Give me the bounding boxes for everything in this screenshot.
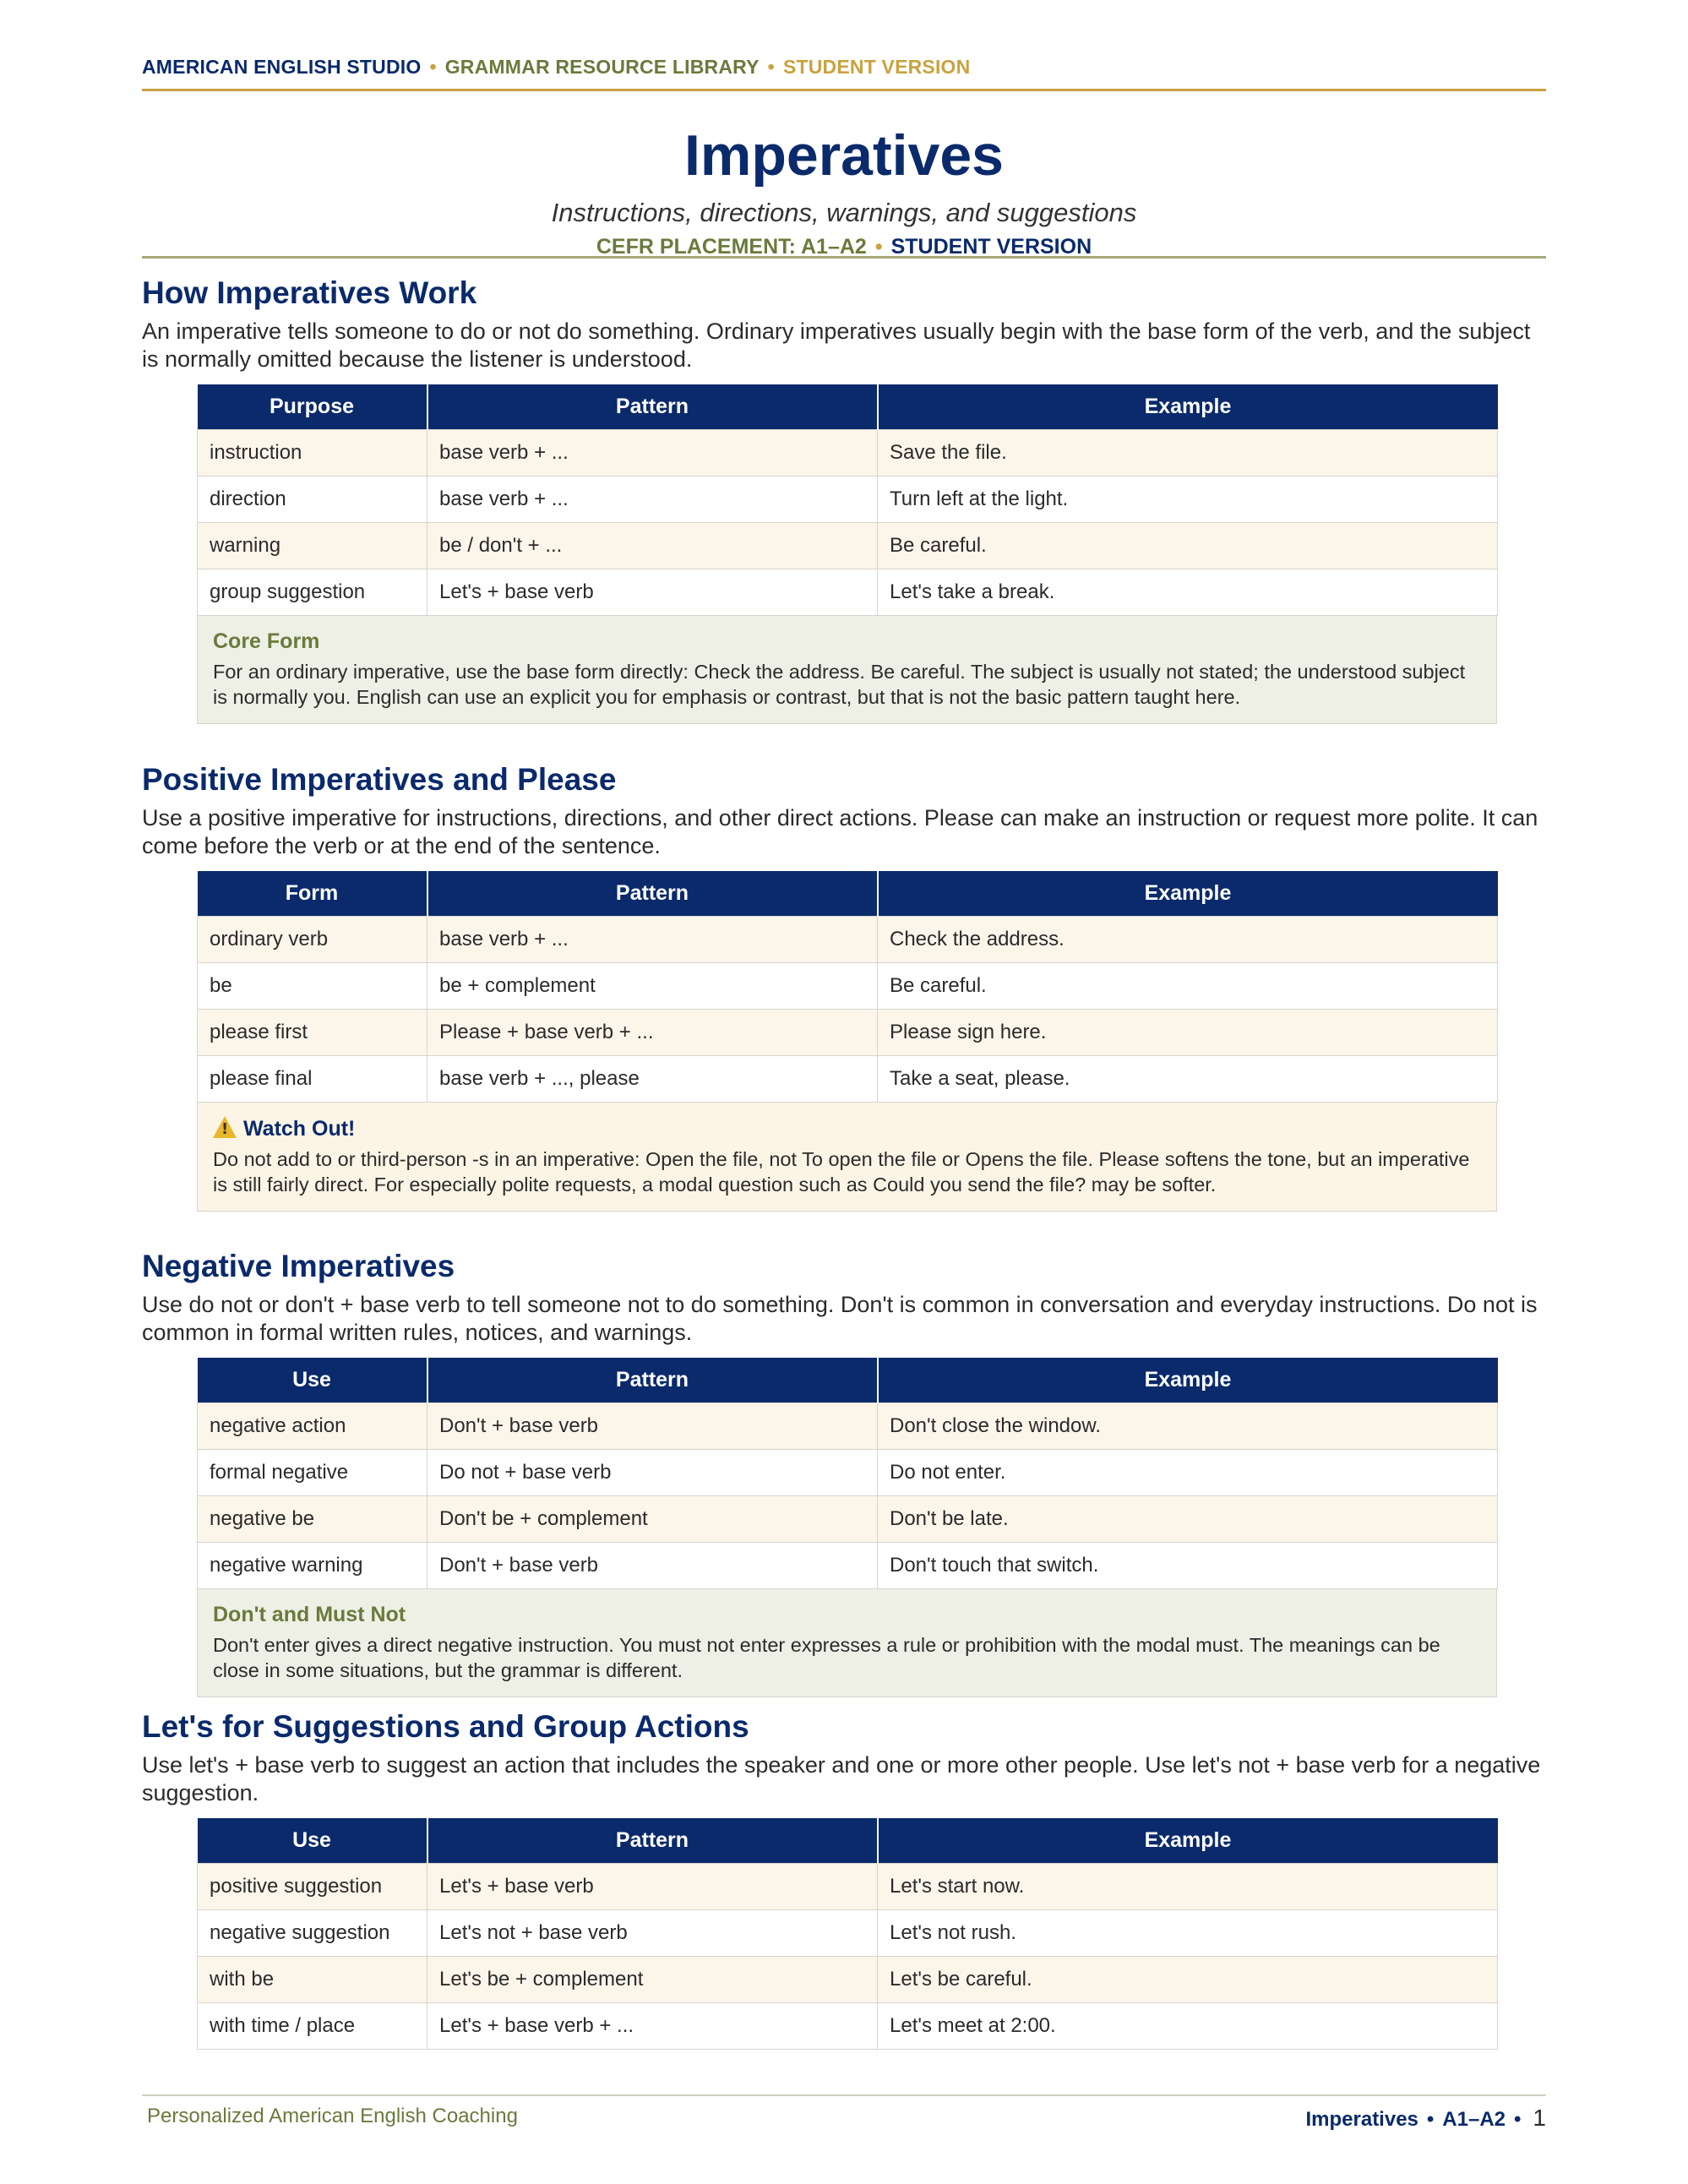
note-body: Do not add to or third-person -s in an imperative: Open the file, not To open the file or Opens the file. Please softens the tone, but an imperative is still fairly direct. For especially polite requests, a modal question such as Could you send the file? may be softer. <box>213 1148 1470 1196</box>
table-cell: Save the file. <box>878 430 1498 477</box>
section-lets-suggestions <box>142 1710 1546 2050</box>
page-footer <box>142 2094 1546 2145</box>
table-row <box>198 430 1498 477</box>
footer-separator: • <box>1514 2108 1522 2131</box>
footer-level: A1–A2 <box>1442 2108 1506 2131</box>
table-cell: be + complement <box>427 963 878 1010</box>
footer-tagline: Personalized American English Coaching <box>147 2105 518 2127</box>
section-how-imperatives-work <box>142 276 1546 724</box>
table-cell: please first <box>198 1010 427 1056</box>
grammar-table <box>197 1358 1497 1698</box>
table-cell: with time / place <box>198 2003 427 2050</box>
table-cell: Do not + base verb <box>427 1450 878 1496</box>
section-heading: Negative Imperatives <box>142 1249 455 1283</box>
table-row <box>198 963 1498 1010</box>
table-cell: Let's + base verb <box>427 569 878 616</box>
table-cell: Don't be late. <box>878 1496 1498 1543</box>
warning-icon <box>213 1116 237 1138</box>
note-title-row <box>213 1116 1481 1141</box>
table-cell: Let's + base verb + ... <box>427 2003 878 2050</box>
table-cell: Let's not + base verb <box>427 1910 878 1957</box>
column-header: Pattern <box>427 384 878 430</box>
column-header: Form <box>198 871 427 917</box>
table-cell: Turn left at the light. <box>878 477 1498 523</box>
table-row <box>198 1543 1498 1589</box>
table-cell: warning <box>198 523 427 569</box>
title-meta <box>142 235 1546 259</box>
title-block <box>142 118 1546 259</box>
table-cell: group suggestion <box>198 569 427 616</box>
table-row <box>198 1957 1498 2003</box>
section-intro: Use let's + base verb to suggest an action that includes the speaker and one or more other people. Use let's not + base verb for a negative suggestion. <box>142 1751 1541 1805</box>
running-header <box>142 56 1546 91</box>
column-header: Pattern <box>427 871 878 917</box>
table-row <box>198 569 1498 616</box>
table-cell: base verb + ... <box>427 917 878 963</box>
table-cell: Be careful. <box>878 523 1498 569</box>
note-title: Watch Out! <box>243 1117 356 1141</box>
note-core-form <box>197 616 1497 724</box>
column-header: Pattern <box>427 1358 878 1403</box>
note-watch-out <box>197 1103 1497 1212</box>
table-row <box>198 1864 1498 1910</box>
table-row <box>198 1010 1498 1056</box>
table-cell: Don't touch that switch. <box>878 1543 1498 1589</box>
section-positive-imperatives <box>142 763 1546 1212</box>
table-cell: Don't close the window. <box>878 1403 1498 1450</box>
header-library: GRAMMAR RESOURCE LIBRARY <box>444 56 760 78</box>
table-cell: Please + base verb + ... <box>427 1010 878 1056</box>
footer-separator: • <box>1426 2108 1435 2131</box>
page-title: Imperatives <box>684 123 1004 188</box>
table-row <box>198 917 1498 963</box>
column-header: Use <box>198 1818 427 1864</box>
table-cell: be <box>198 963 427 1010</box>
column-header: Example <box>878 1358 1498 1403</box>
table-cell: instruction <box>198 430 427 477</box>
table-row <box>198 1910 1498 1957</box>
table-cell: Let's meet at 2:00. <box>878 2003 1498 2050</box>
table-row <box>198 1496 1498 1543</box>
section-negative-imperatives <box>142 1250 1546 1697</box>
header-separator: • <box>429 56 437 78</box>
table-cell: formal negative <box>198 1450 427 1496</box>
column-header: Pattern <box>427 1818 878 1864</box>
table-row <box>198 2003 1498 2050</box>
student-version: STUDENT VERSION <box>890 235 1092 259</box>
column-header: Example <box>878 1818 1498 1864</box>
grammar-table <box>197 871 1497 1212</box>
section-intro: An imperative tells someone to do or not do something. Ordinary imperatives usually begin with the base form of the verb, and the subject is normally omitted because the listener is understood. <box>142 318 1531 372</box>
note-body: For an ordinary imperative, use the base form directly: Check the address. Be careful. The subject is usually not stated; the understood subject is normally you. English can use an explicit you for emphasis or contrast, but that is not the basic pattern taught here. <box>213 661 1466 709</box>
table-row <box>198 1403 1498 1450</box>
section-heading: How Imperatives Work <box>142 275 477 310</box>
cefr-placement: CEFR PLACEMENT: A1–A2 <box>596 235 867 259</box>
grammar-table <box>197 1818 1497 2051</box>
table-cell: negative warning <box>198 1543 427 1589</box>
table-cell: please final <box>198 1056 427 1103</box>
section-intro: Use a positive imperative for instructions, directions, and other direct actions. Please can make an instruction or request more polite. It can come before the verb or at the end of the sentence. <box>142 804 1538 858</box>
table-cell: Let's take a break. <box>878 569 1498 616</box>
table-cell: base verb + ..., please <box>427 1056 878 1103</box>
table-cell: direction <box>198 477 427 523</box>
table-row <box>198 477 1498 523</box>
header-separator: • <box>767 56 775 78</box>
table-cell: negative action <box>198 1403 427 1450</box>
table-cell: ordinary verb <box>198 917 427 963</box>
table-cell: Be careful. <box>878 963 1498 1010</box>
table-cell: Let's be + complement <box>427 1957 878 2003</box>
table-cell: Take a seat, please. <box>878 1056 1498 1103</box>
header-version: STUDENT VERSION <box>782 56 971 78</box>
table-cell: Let's start now. <box>878 1864 1498 1910</box>
footer-page-info <box>1305 2105 1546 2132</box>
footer-topic: Imperatives <box>1305 2108 1418 2131</box>
grammar-table <box>197 384 1497 725</box>
table-cell: Let's not rush. <box>878 1910 1498 1957</box>
table-cell: Let's + base verb <box>427 1864 878 1910</box>
meta-separator: • <box>874 235 883 259</box>
note-title: Don't and Must Not <box>213 1603 406 1627</box>
table-row <box>198 1056 1498 1103</box>
table-cell: Let's be careful. <box>878 1957 1498 2003</box>
table-cell: Don't be + complement <box>427 1496 878 1543</box>
table-cell: Do not enter. <box>878 1450 1498 1496</box>
table-cell: base verb + ... <box>427 477 878 523</box>
table-row <box>198 523 1498 569</box>
table-cell: positive suggestion <box>198 1864 427 1910</box>
table-cell: base verb + ... <box>427 430 878 477</box>
table-cell: negative suggestion <box>198 1910 427 1957</box>
table-cell: Don't + base verb <box>427 1403 878 1450</box>
table-cell: negative be <box>198 1496 427 1543</box>
column-header: Purpose <box>198 384 427 430</box>
column-header: Use <box>198 1358 427 1403</box>
table-cell: with be <box>198 1957 427 2003</box>
page-number: 1 <box>1533 2105 1546 2131</box>
table-cell: be / don't + ... <box>427 523 878 569</box>
page-subtitle: Instructions, directions, warnings, and suggestions <box>551 198 1137 227</box>
note-body: Don't enter gives a direct negative instruction. You must not enter expresses a rule or prohibition with the modal must. The meanings can be close in some situations, but the grammar is different. <box>213 1634 1440 1682</box>
table-cell: Check the address. <box>878 917 1498 963</box>
table-cell: Don't + base verb <box>427 1543 878 1589</box>
note-dont-must-not <box>197 1589 1497 1697</box>
column-header: Example <box>878 384 1498 430</box>
header-org: AMERICAN ENGLISH STUDIO <box>142 56 422 78</box>
section-intro: Use do not or don't + base verb to tell someone not to do something. Don't is common in conversation and everyday instructions. Do not is common in formal written rules, notices, and warnings. <box>142 1291 1538 1345</box>
section-heading: Let's for Suggestions and Group Actions <box>142 1709 749 1744</box>
table-cell: Please sign here. <box>878 1010 1498 1056</box>
note-title: Core Form <box>213 629 320 654</box>
section-heading: Positive Imperatives and Please <box>142 762 617 797</box>
column-header: Example <box>878 871 1498 917</box>
table-row <box>198 1450 1498 1496</box>
